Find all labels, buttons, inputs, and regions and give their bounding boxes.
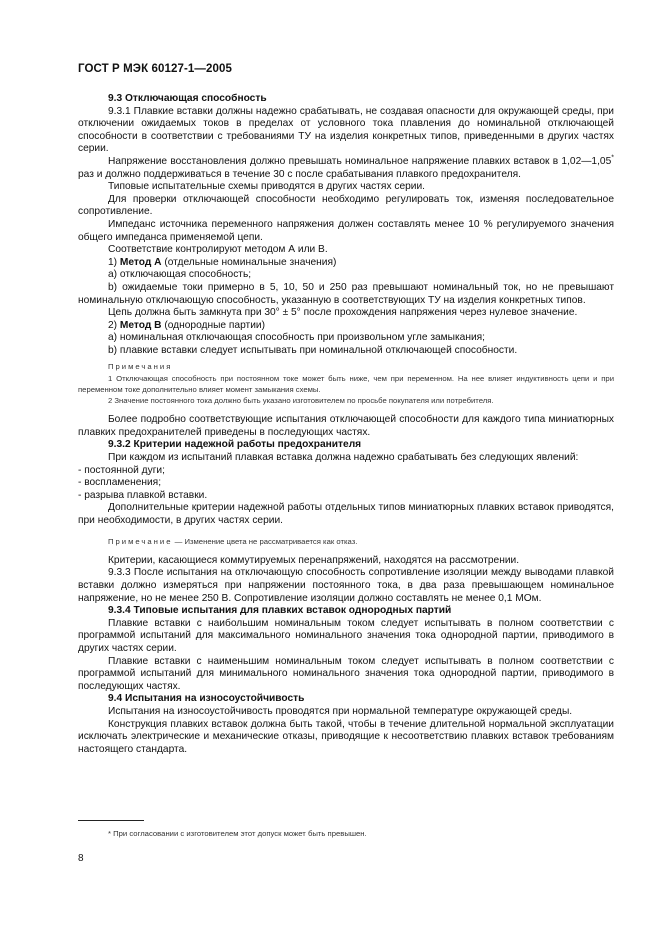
- paragraph-circuit-closing: Цепь должна быть замкнута при 30° ± 5° после прохождения напряжения через нулевое значение.: [108, 307, 578, 319]
- section-9-3-2-title: 9.3.2 Критерии надежной работы предохранителя: [108, 439, 362, 451]
- list-item: - воспламенения;: [78, 477, 162, 489]
- method-b-heading: 2) Метод В (однородные партии): [108, 319, 265, 331]
- paragraph-max-current: Плавкие вставки с наибольшим номинальным током следует испытывать в полном соответствии с программой испытаний для максимального номинального значения тока однородной партии, приводимого в других частях серии.: [78, 617, 614, 654]
- paragraph-additional-criteria: Дополнительные критерии надежной работы отдельных типов миниатюрных плавких вставок приводятся, при необходимости, в других частях серии.: [78, 502, 614, 527]
- paragraph-test-circuits: Типовые испытательные схемы приводятся в других частях серии.: [108, 181, 426, 193]
- document-page: [78, 63, 614, 756]
- paragraph-compliance: Соответствие контролируют методом А или В.: [108, 244, 328, 256]
- list-item: - разрыва плавкой вставки.: [78, 489, 208, 501]
- document-header: ГОСТ Р МЭК 60127-1—2005: [78, 63, 232, 75]
- footnote-divider: [78, 820, 144, 821]
- paragraph-reliability: При каждом из испытаний плавкая вставка должна надежно срабатывать без следующих явлений:: [108, 452, 579, 464]
- method-a-item-b: b) ожидаемые токи примерно в 5, 10, 50 и 250 раз превышают номинальный ток, но не превышают номинальную отключающую способность, указанную в соответствующих ТУ на изделия конкретных типов.: [78, 281, 614, 306]
- page-number: 8: [78, 853, 84, 864]
- footnote: * При согласовании с изготовителем этот допуск может быть превышен.: [108, 829, 367, 838]
- paragraph-endurance-temp: Испытания на износоустойчивость проводятся при нормальной температуре окружающей среды.: [108, 705, 573, 717]
- paragraph-min-current: Плавкие вставки с наименьшим номинальным током следует испытывать в полном соответствии с программой испытаний для минимального номинального значения тока однородной партии, приводимого в последующих частях.: [78, 655, 614, 692]
- section-9-4-title: 9.4 Испытания на износоустойчивость: [108, 693, 305, 705]
- notes-title: Примечания: [108, 362, 173, 372]
- paragraph-9-3-1: 9.3.1 Плавкие вставки должны надежно срабатывать, не создавая опасности для окружающей среды, при отключении ожидаемых токов в пределах от условного тока плавления до номинальной отключающей способности в соответствии с требованиями ТУ на изделия конкретных типов, приведенными в других частях серии.: [78, 105, 614, 155]
- paragraph-more-details: Более подробно соответствующие испытания отключающей способности для каждого типа миниатюрных плавких предохранителей приведены в последующих частях.: [78, 414, 614, 438]
- method-a-item-a: a) отключающая способность;: [108, 269, 252, 281]
- list-item: - постоянной дуги;: [78, 464, 165, 476]
- paragraph-overvoltage: Критерии, касающиеся коммутируемых перенапряжений, находятся на рассмотрении.: [108, 554, 520, 566]
- paragraph-current-regulation: Для проверки отключающей способности необходимо регулировать ток, изменяя последовательное сопротивление.: [78, 193, 614, 218]
- footnote-mark: *: [611, 154, 614, 162]
- method-a-heading: 1) Метод А (отдельные номинальные значения): [108, 256, 337, 268]
- section-9-3-4-title: 9.3.4 Типовые испытания для плавких вставок однородных партий: [108, 605, 452, 617]
- paragraph-recovery-voltage: Напряжение восстановления должно превышать номинальное напряжение плавких вставок в 1,02—1,05* раз и должно поддерживаться в течение 30 с после срабатывания плавкого предохранителя.: [78, 154, 614, 180]
- method-b-item-a: a) номинальная отключающая способность при произвольном угле замыкания;: [108, 332, 486, 344]
- paragraph-endurance-design: Конструкция плавких вставок должна быть такой, чтобы в течение длительной нормальной эксплуатации исключать электрические и механические отказы, приводящие к несоответствию плавких вставок требованиям настоящего стандарта.: [78, 718, 614, 755]
- paragraph-9-3-3: 9.3.3 После испытания на отключающую способность сопротивление изоляции между выводами плавкой вставки должно измеряться при напряжении постоянного тока, в два раза превышающем номинальное напряжение, но не менее 250 В. Сопротивление изоляции должно составлять не менее 0,1 МОм.: [78, 567, 614, 604]
- method-b-item-b: b) плавкие вставки следует испытывать при номинальной отключающей способности.: [108, 344, 518, 356]
- section-9-3-title: 9.3 Отключающая способность: [108, 93, 267, 104]
- note-color: Примечание — Изменение цвета не рассматривается как отказ.: [108, 536, 358, 546]
- paragraph-impedance: Импеданс источника переменного напряжения должен составлять менее 10 % регулируемого значения общего импеданса применяемой цепи.: [78, 218, 614, 243]
- note-2: 2 Значение постоянного тока должно быть указано изготовителем по просьбе покупателя или потребителя.: [108, 396, 494, 406]
- note-1: 1 Отключающая способность при постоянном токе может быть ниже, чем при переменном. На нее влияет индуктивность цепи и при переменном токе дополнительно влияет момент замыкания схемы.: [78, 373, 614, 394]
